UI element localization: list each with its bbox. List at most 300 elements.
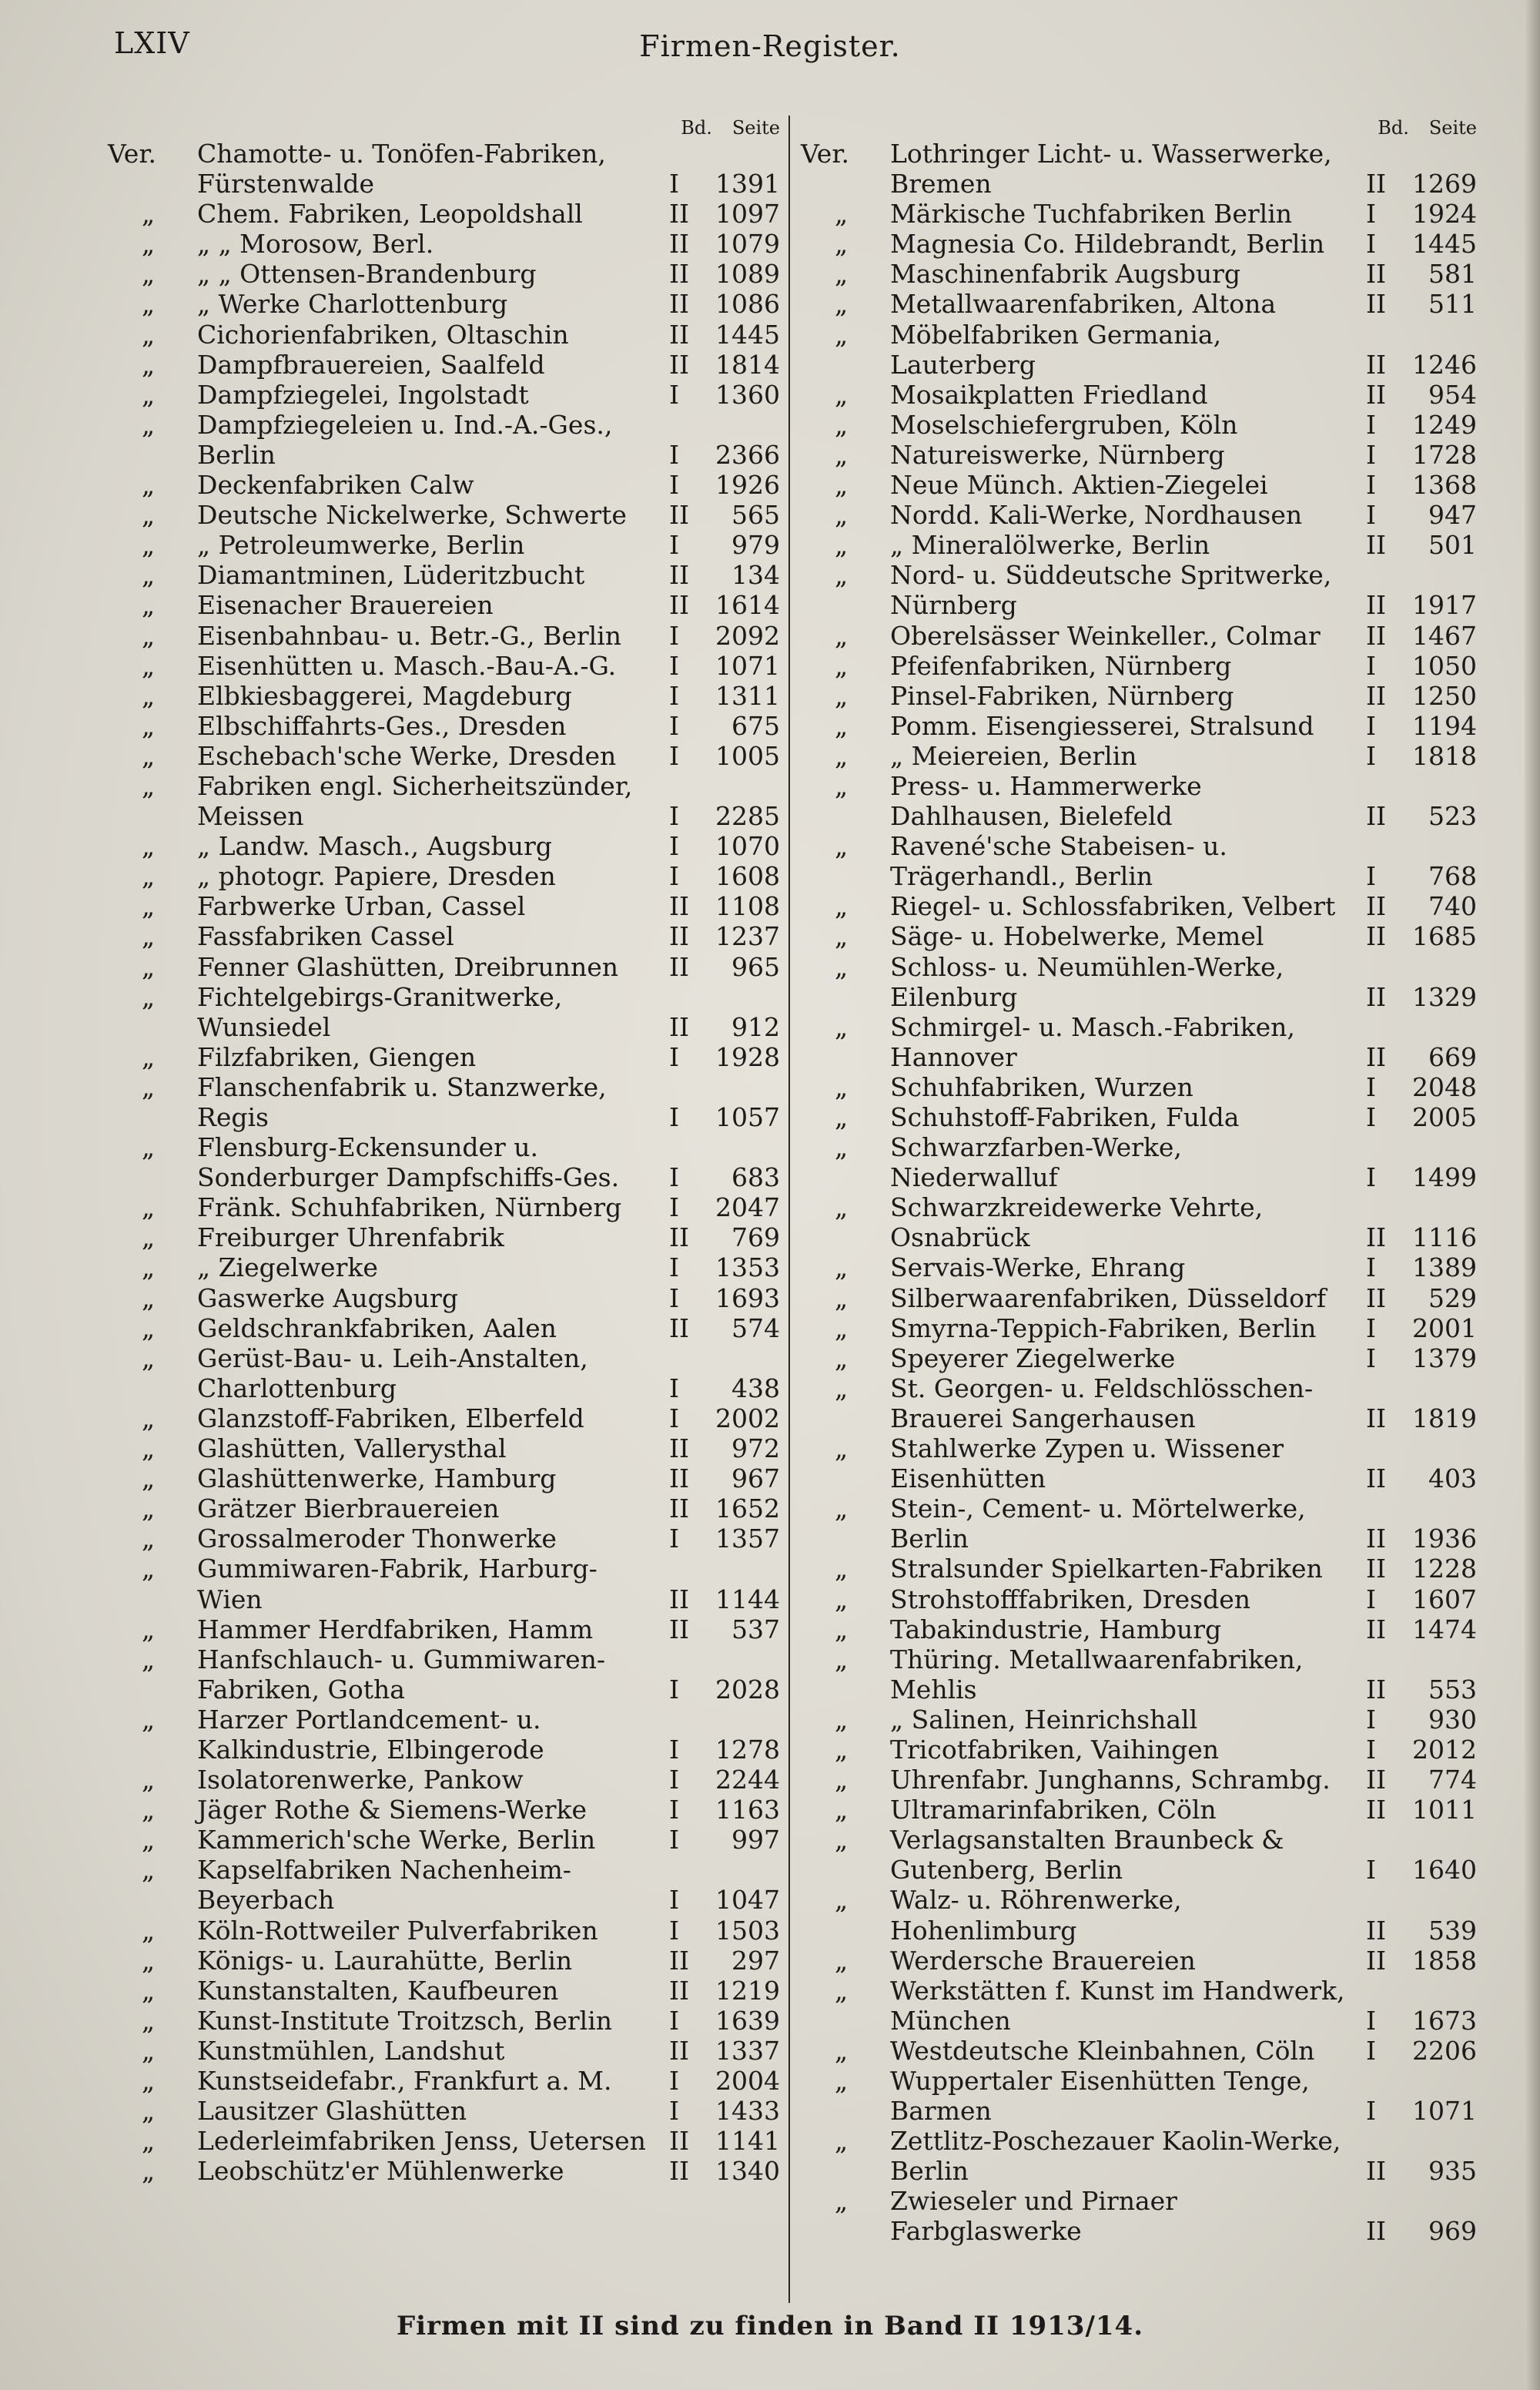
- entry-prefix: „: [835, 1342, 849, 1373]
- entry-prefix: „: [835, 1132, 849, 1163]
- page-reference: 1379: [1412, 1342, 1477, 1373]
- register-entry: [108, 681, 782, 711]
- company-name: Natureiswerke, Nürnberg: [890, 439, 1225, 470]
- volume-number: II: [1366, 801, 1387, 832]
- volume-number: I: [1366, 1312, 1377, 1343]
- entry-prefix: „: [142, 1614, 156, 1644]
- company-name: Chamotte- u. Tonöfen-Fabriken, Fürstenwalde: [197, 139, 606, 199]
- register-entry: [801, 952, 1478, 1012]
- volume-number: I: [669, 379, 680, 410]
- volume-number: II: [1366, 1282, 1387, 1313]
- entry-prefix: „: [142, 2156, 156, 2187]
- page-reference: 1079: [715, 229, 780, 260]
- page-reference: 1607: [1412, 1584, 1477, 1614]
- company-name: Möbelfabriken Germania, Lauterberg: [890, 319, 1222, 380]
- company-name: Eschebach'sche Werke, Dresden: [197, 740, 617, 771]
- page-reference: 1278: [715, 1734, 780, 1765]
- entry-prefix: „: [835, 560, 849, 591]
- page-reference: 1445: [1412, 229, 1477, 260]
- entry-prefix: „: [835, 2035, 849, 2066]
- page-reference: 2285: [715, 801, 780, 832]
- company-name: Riegel- u. Schlossfabriken, Velbert: [890, 891, 1336, 922]
- company-name: Silberwaarenfabriken, Düsseldorf: [890, 1282, 1327, 1313]
- company-name: Diamantminen, Lüderitzbucht: [197, 560, 585, 591]
- page-edge: [1525, 0, 1540, 2390]
- volume-number: II: [669, 560, 690, 591]
- page-reference: 1071: [1412, 2096, 1477, 2127]
- entry-prefix: „: [835, 650, 849, 681]
- register-entry: [801, 1493, 1478, 1554]
- page-reference: 1116: [1412, 1222, 1477, 1253]
- entry-prefix: „: [835, 1282, 849, 1313]
- company-name: Strohstofffabriken, Dresden: [890, 1584, 1250, 1614]
- register-entry: [108, 1946, 782, 1976]
- register-entry: [108, 2126, 782, 2156]
- volume-number: I: [669, 1403, 680, 1433]
- page-reference: 1237: [715, 921, 780, 952]
- volume-number: I: [669, 1102, 680, 1132]
- volume-number: I: [1366, 1584, 1377, 1614]
- page-reference: 1360: [715, 379, 780, 410]
- entry-prefix: „: [835, 710, 849, 741]
- page-title: Firmen-Register.: [639, 29, 901, 63]
- entry-prefix: „: [142, 1282, 156, 1313]
- page-reference: 1329: [1412, 981, 1477, 1012]
- volume-number: II: [669, 1312, 690, 1343]
- company-name: Smyrna-Teppich-Fabriken, Berlin: [890, 1312, 1317, 1343]
- register-entry: [108, 1765, 782, 1795]
- page-reference: 523: [1428, 801, 1477, 832]
- company-name: Metallwaarenfabriken, Altona: [890, 289, 1277, 320]
- page-reference: 1057: [715, 1102, 780, 1132]
- company-name: Kammerich'sche Werke, Berlin: [197, 1825, 596, 1855]
- entry-prefix: „: [142, 229, 156, 260]
- entry-prefix: „: [835, 1433, 849, 1464]
- register-entry: [801, 1343, 1478, 1373]
- entry-prefix: „: [142, 1644, 156, 1674]
- company-name: Eisenhütten u. Masch.-Bau-A.-G.: [197, 650, 617, 681]
- volume-number: I: [669, 1192, 680, 1223]
- register-entry: [108, 320, 782, 350]
- register-entry: [801, 831, 1478, 891]
- entry-prefix: „: [142, 1132, 156, 1163]
- entry-prefix: „: [835, 1945, 849, 1976]
- register-entry: [108, 199, 782, 229]
- company-name: „ „ Morosow, Berl.: [197, 229, 434, 260]
- page-reference: 683: [732, 1162, 780, 1193]
- company-name: Glashütten, Vallerysthal: [197, 1433, 507, 1464]
- page-reference: 1108: [715, 891, 780, 922]
- company-name: Nordd. Kali-Werke, Nordhausen: [890, 500, 1303, 531]
- register-entry: [801, 1012, 1478, 1072]
- company-name: Fenner Glashütten, Dreibrunnen: [197, 951, 618, 982]
- volume-number: I: [1366, 861, 1377, 892]
- volume-number: I: [669, 801, 680, 832]
- company-name: Tricotfabriken, Vaihingen: [890, 1734, 1220, 1765]
- register-entry: [108, 530, 782, 560]
- page-reference: 1685: [1412, 921, 1477, 952]
- company-name: Hammer Herdfabriken, Hamm: [197, 1614, 594, 1644]
- entry-prefix: „: [142, 1945, 156, 1976]
- entry-prefix: „: [835, 1554, 849, 1584]
- entry-prefix: „: [142, 650, 156, 681]
- company-name: Deckenfabriken Calw: [197, 470, 474, 501]
- company-name: „ Petroleumwerke, Berlin: [197, 530, 525, 561]
- register-entry: [108, 2066, 782, 2096]
- volume-number: I: [669, 1282, 680, 1313]
- entry-prefix: „: [142, 921, 156, 952]
- company-name: Eisenacher Brauereien: [197, 590, 494, 621]
- volume-number: II: [1366, 169, 1387, 199]
- volume-number: II: [669, 951, 690, 982]
- company-name: Servais-Werke, Ehrang: [890, 1252, 1186, 1283]
- volume-number: I: [669, 650, 680, 681]
- volume-number: II: [669, 1584, 690, 1614]
- register-entry: [801, 1946, 1478, 1976]
- volume-number: I: [1366, 470, 1377, 501]
- entry-prefix: „: [142, 2035, 156, 2066]
- company-name: Pinsel-Fabriken, Nürnberg: [890, 680, 1234, 711]
- company-name: Neue Münch. Aktien-Ziegelei: [890, 470, 1268, 501]
- volume-number: II: [669, 2035, 690, 2066]
- company-name: „ Salinen, Heinrichshall: [890, 1704, 1198, 1735]
- register-entry: [801, 1072, 1478, 1102]
- volume-number: II: [669, 1493, 690, 1524]
- volume-number: II: [669, 289, 690, 320]
- volume-number: I: [669, 680, 680, 711]
- register-entry: [108, 2156, 782, 2186]
- page-reference: 574: [732, 1312, 780, 1343]
- page-reference: 1353: [715, 1252, 780, 1283]
- page-reference: 539: [1428, 1915, 1477, 1946]
- entry-prefix: „: [835, 1584, 849, 1614]
- company-name: Dampfbrauereien, Saalfeld: [197, 349, 545, 380]
- page-reference: 1924: [1412, 199, 1477, 230]
- page-reference: 969: [1428, 2216, 1477, 2247]
- volume-number: I: [1366, 1704, 1377, 1735]
- company-name: Kunstmühlen, Landshut: [197, 2035, 505, 2066]
- register-entry: [801, 1705, 1478, 1735]
- volume-number: II: [1366, 921, 1387, 952]
- register-entry: [801, 139, 1478, 199]
- page-reference: 1503: [715, 1915, 780, 1946]
- volume-number: I: [1366, 710, 1377, 741]
- register-entry: [108, 831, 782, 861]
- entry-prefix: „: [835, 1765, 849, 1795]
- page-reference: 2012: [1412, 1734, 1477, 1765]
- page-reference: 438: [732, 1373, 780, 1403]
- page-reference: 1818: [1412, 740, 1477, 771]
- register-entry: [801, 681, 1478, 711]
- register-entry: [108, 560, 782, 590]
- register-entry: [108, 1042, 782, 1072]
- page-reference: 2001: [1412, 1312, 1477, 1343]
- page-reference: 529: [1428, 1282, 1477, 1313]
- company-name: Tabakindustrie, Hamburg: [890, 1614, 1222, 1644]
- company-name: Gaswerke Augsburg: [197, 1282, 458, 1313]
- company-name: Fichtelgebirgs-Granitwerke, Wunsiedel: [197, 981, 563, 1042]
- register-entry: [801, 1614, 1478, 1644]
- register-entry: [108, 711, 782, 741]
- page-reference: 768: [1428, 861, 1477, 892]
- register-entry: [801, 199, 1478, 229]
- entry-prefix: „: [142, 259, 156, 290]
- company-name: Verlagsanstalten Braunbeck & Gutenberg, Berlin: [890, 1825, 1284, 1886]
- page-reference: 1814: [715, 349, 780, 380]
- company-name: Stein-, Cement- u. Mörtelwerke, Berlin: [890, 1493, 1306, 1554]
- register-entry: [801, 530, 1478, 560]
- page-reference: 979: [732, 530, 780, 561]
- volume-number: I: [1366, 439, 1377, 470]
- company-name: Magnesia Co. Hildebrandt, Berlin: [890, 229, 1325, 260]
- volume-number: I: [669, 470, 680, 501]
- register-entry: [108, 1433, 782, 1463]
- register-entry: [108, 1493, 782, 1523]
- entry-prefix: „: [142, 289, 156, 320]
- company-name: Kunstseidefabr., Frankfurt a. M.: [197, 2066, 612, 2096]
- page-reference: 997: [732, 1825, 780, 1855]
- page-reference: 1141: [715, 2126, 780, 2157]
- volume-number: I: [1366, 500, 1377, 531]
- company-name: Stralsunder Spielkarten-Fabriken: [890, 1554, 1323, 1584]
- company-name: Moselschiefergruben, Köln: [890, 409, 1238, 440]
- company-name: „ Werke Charlottenburg: [197, 289, 508, 320]
- entry-prefix: „: [835, 951, 849, 982]
- register-entry: [108, 921, 782, 951]
- register-entry: [801, 1313, 1478, 1343]
- register-entry: [108, 891, 782, 921]
- company-name: Säge- u. Hobelwerke, Memel: [890, 921, 1264, 952]
- register-entry: [801, 621, 1478, 651]
- page-reference: 1614: [715, 590, 780, 621]
- volume-number: I: [669, 1523, 680, 1554]
- entry-prefix: „: [835, 1825, 849, 1855]
- register-entry: [801, 1192, 1478, 1252]
- entry-prefix: „: [142, 379, 156, 410]
- right-column: [801, 108, 1478, 2247]
- volume-number: I: [669, 1734, 680, 1765]
- company-name: Kunstanstalten, Kaufbeuren: [197, 1975, 559, 2006]
- column-divider: [788, 116, 790, 2303]
- company-name: Oberelsässer Weinkeller., Colmar: [890, 620, 1321, 651]
- page-reference: 403: [1428, 1463, 1477, 1494]
- page-reference: 1086: [715, 289, 780, 320]
- company-name: Deutsche Nickelwerke, Schwerte: [197, 500, 627, 531]
- entry-prefix: „: [142, 981, 156, 1012]
- page-reference: 1391: [715, 169, 780, 199]
- entry-prefix: „: [835, 740, 849, 771]
- volume-number: I: [669, 861, 680, 892]
- register-entry: [108, 1222, 782, 1252]
- volume-number: I: [669, 1252, 680, 1283]
- company-name: Kunst-Institute Troitzsch, Berlin: [197, 2005, 613, 2036]
- volume-number: II: [1366, 1614, 1387, 1644]
- company-name: Geldschrankfabriken, Aalen: [197, 1312, 557, 1343]
- volume-number: II: [1366, 1765, 1387, 1795]
- volume-number: II: [669, 199, 690, 230]
- volume-number: II: [669, 1011, 690, 1042]
- volume-number: I: [669, 1825, 680, 1855]
- volume-number: I: [669, 1162, 680, 1193]
- page-reference: 1389: [1412, 1252, 1477, 1283]
- page-reference: 1926: [715, 470, 780, 501]
- volume-number: I: [669, 1373, 680, 1403]
- register-entry: [108, 2006, 782, 2036]
- company-name: Harzer Portlandcement- u. Kalkindustrie, Elbingerode: [197, 1704, 544, 1765]
- entry-prefix: „: [835, 530, 849, 561]
- volume-number: I: [1366, 229, 1377, 260]
- page-reference: 2366: [715, 439, 780, 470]
- page-header: Seite: [1428, 117, 1477, 139]
- page-reference: 1936: [1412, 1523, 1477, 1554]
- entry-prefix: „: [835, 439, 849, 470]
- page-reference: 1250: [1412, 680, 1477, 711]
- page-reference: 972: [732, 1433, 780, 1464]
- company-name: Köln-Rottweiler Pulverfabriken: [197, 1915, 598, 1946]
- page-reference: 965: [732, 951, 780, 982]
- entry-prefix: „: [142, 861, 156, 892]
- page-reference: 947: [1428, 500, 1477, 531]
- register-entry: [108, 1463, 782, 1493]
- entry-prefix: „: [142, 680, 156, 711]
- entry-prefix: „: [835, 289, 849, 320]
- volume-number: I: [1366, 1342, 1377, 1373]
- entry-prefix: „: [835, 470, 849, 501]
- register-entry: [108, 350, 782, 380]
- volume-number: II: [669, 500, 690, 531]
- entry-prefix: „: [142, 409, 156, 440]
- company-name: „ photogr. Papiere, Dresden: [197, 861, 556, 892]
- register-entry: [801, 440, 1478, 470]
- entry-prefix: „: [142, 1252, 156, 1283]
- page-reference: 1819: [1412, 1403, 1477, 1433]
- company-name: „ Ziegelwerke: [197, 1252, 378, 1283]
- register-entry: [801, 289, 1478, 319]
- page-reference: 1928: [715, 1041, 780, 1072]
- register-entry: [108, 500, 782, 530]
- entry-prefix: „: [142, 2005, 156, 2036]
- entry-prefix: „: [142, 1192, 156, 1223]
- entry-prefix: „: [835, 379, 849, 410]
- register-entry: [801, 1433, 1478, 1493]
- volume-number: I: [669, 1885, 680, 1916]
- page-reference: 1246: [1412, 349, 1477, 380]
- entry-prefix: „: [835, 1704, 849, 1735]
- volume-number: II: [669, 349, 690, 380]
- company-name: Westdeutsche Kleinbahnen, Cöln: [890, 2035, 1315, 2066]
- company-name: Pomm. Eisengiesserei, Stralsund: [890, 710, 1314, 741]
- page-reference: 2004: [715, 2066, 780, 2096]
- volume-number: I: [669, 2066, 680, 2096]
- register-entry: [801, 1554, 1478, 1584]
- page-reference: 1368: [1412, 470, 1477, 501]
- company-name: Königs- u. Laurahütte, Berlin: [197, 1945, 573, 1976]
- entry-prefix: Ver.: [108, 139, 156, 169]
- entry-prefix: „: [142, 470, 156, 501]
- volume-number: I: [669, 1795, 680, 1825]
- volume-number: I: [669, 439, 680, 470]
- company-name: Press- u. Hammerwerke Dahlhausen, Bielefeld: [890, 770, 1202, 832]
- left-column: [108, 108, 782, 2186]
- company-name: Jäger Rothe & Siemens-Werke: [197, 1795, 588, 1825]
- volume-number: I: [1366, 1734, 1377, 1765]
- register-entry: [108, 410, 782, 470]
- entry-prefix: „: [835, 891, 849, 922]
- company-name: Flensburg-Eckensunder u. Sonderburger Dampfschiffs-Ges.: [197, 1132, 620, 1193]
- page-reference: 1194: [1412, 710, 1477, 741]
- volume-number: I: [1366, 1855, 1377, 1886]
- company-name: „ „ Ottensen-Brandenburg: [197, 259, 537, 290]
- company-name: Eisenbahnbau- u. Betr.-G., Berlin: [197, 620, 621, 651]
- entry-prefix: „: [835, 831, 849, 862]
- volume-number: I: [1366, 2096, 1377, 2127]
- register-entry: [108, 2036, 782, 2066]
- page-reference: 1673: [1412, 2005, 1477, 2036]
- volume-number: II: [669, 1614, 690, 1644]
- page-reference: 1011: [1412, 1795, 1477, 1825]
- volume-number: I: [1366, 2035, 1377, 2066]
- volume-number: II: [669, 1222, 690, 1253]
- volume-number: I: [669, 1915, 680, 1946]
- page-reference: 935: [1428, 2156, 1477, 2187]
- right-entry-list: [801, 139, 1478, 2247]
- page-reference: 1467: [1412, 620, 1477, 651]
- entry-prefix: „: [835, 199, 849, 230]
- volume-number: II: [669, 891, 690, 922]
- company-name: Zwieseler und Pirnaer Farbglaswerke: [890, 2186, 1177, 2247]
- page-reference: 1219: [715, 1975, 780, 2006]
- register-entry: [801, 741, 1478, 771]
- register-entry: [108, 1976, 782, 2006]
- company-name: Farbwerke Urban, Cassel: [197, 891, 526, 922]
- register-entry: [108, 1795, 782, 1825]
- page-number: LXIV: [114, 26, 190, 60]
- company-name: Werkstätten f. Kunst im Handwerk, München: [890, 1975, 1345, 2036]
- entry-prefix: „: [835, 1102, 849, 1132]
- volume-number: II: [1366, 1523, 1387, 1554]
- company-name: Ultramarinfabriken, Cöln: [890, 1795, 1217, 1825]
- page-reference: 1639: [715, 2005, 780, 2036]
- register-entry: [801, 1584, 1478, 1614]
- register-entry: [801, 1373, 1478, 1433]
- entry-prefix: „: [835, 1975, 849, 2006]
- company-name: Grossalmeroder Thonwerke: [197, 1523, 557, 1554]
- page-reference: 501: [1428, 530, 1477, 561]
- company-name: Walz- u. Röhrenwerke, Hohenlimburg: [890, 1885, 1182, 1946]
- volume-number: I: [669, 2096, 680, 2127]
- page-reference: 769: [732, 1222, 780, 1253]
- register-entry: [108, 1072, 782, 1132]
- entry-prefix: „: [835, 1252, 849, 1283]
- volume-number: II: [669, 1975, 690, 2006]
- page-reference: 930: [1428, 1704, 1477, 1735]
- volume-number: I: [669, 1765, 680, 1795]
- entry-prefix: „: [835, 259, 849, 290]
- register-entry: [801, 771, 1478, 831]
- company-name: Schmirgel- u. Masch.-Fabriken, Hannover: [890, 1011, 1295, 1072]
- company-name: Pfeifenfabriken, Nürnberg: [890, 650, 1232, 681]
- company-name: Lausitzer Glashütten: [197, 2096, 467, 2127]
- entry-prefix: „: [835, 229, 849, 260]
- register-entry: [801, 2066, 1478, 2126]
- entry-prefix: „: [835, 1493, 849, 1524]
- entry-prefix: „: [142, 2096, 156, 2127]
- company-name: St. Georgen- u. Feldschlösschen-Brauerei Sangerhausen: [890, 1373, 1314, 1433]
- volume-number: II: [1366, 590, 1387, 621]
- entry-prefix: „: [835, 1373, 849, 1403]
- page-reference: 2002: [715, 1403, 780, 1433]
- company-name: Gerüst-Bau- u. Leih-Anstalten, Charlottenburg: [197, 1342, 588, 1403]
